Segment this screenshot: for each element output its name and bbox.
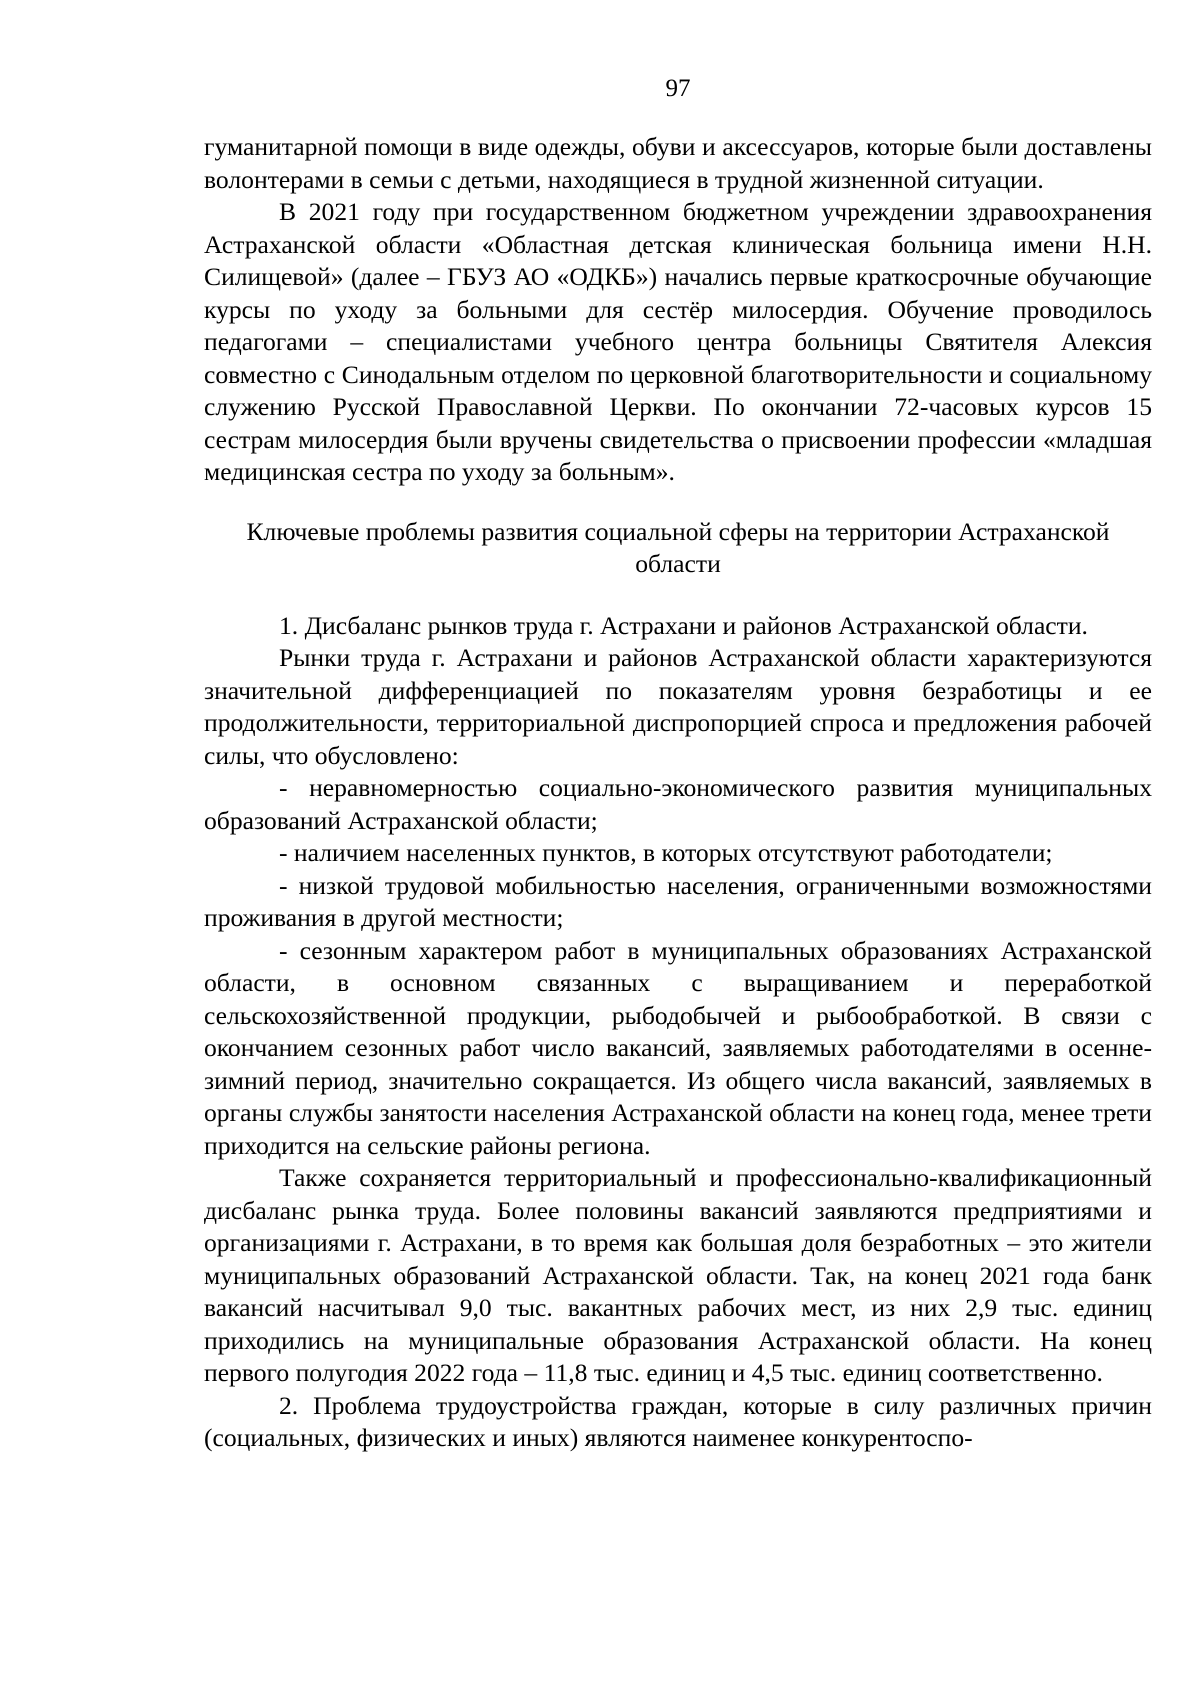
paragraph-imbalance: Также сохраняется территориальный и профессионально-квалификационный дисбаланс рынка труда. Более половины вакансий заявляются предприятиями и организациями г. Астрахани, в то время как большая доля безработных – это жители муниципальных образований Астраханской области. Так, на конец 2021 года банк вакансий насчитывал 9,0 тыс. вакантных рабочих мест, из них 2,9 тыс. единиц приходились на муниципальные образования Астраханской области. На конец первого полугодия 2022 года – 11,8 тыс. единиц и 4,5 тыс. единиц соответственно. — [204, 1163, 1152, 1387]
list-item-seasonal-work: - сезонным характером работ в муниципальных образованиях Астраханской области, в основном связанных с выращиванием и переработкой сельскохозяйственной продукции, рыбодобычей и рыбообработкой. В связи с окончанием сезонных работ число вакансий, заявляемых работодателями в осенне-зимний период, значительно сокращается. Из общего числа вакансий, заявляемых в органы службы занятости населения Астраханской области на конец года, менее трети приходится на сельские районы региона. — [204, 935, 1152, 1160]
paragraph-odkb-courses: В 2021 году при государственном бюджетном учреждении здравоохранения Астраханской области «Областная детская клиническая больница имени Н.Н. Силищевой» (далее – ГБУЗ АО «ОДКБ») начались первые краткосрочные обучающие курсы по уходу за больными для сестёр милосердия. Обучение проводилось педагогами – специалистами учебного центра больницы Святителя Алексия совместно с Синодальным отделом по церковной благотворительности и социальному служению Русской Православной Церкви. По окончании 72-часовых курсов 15 сестрам милосердия были вручены свидетельства о присвоении профессии «младшая медицинская сестра по уходу за больным». — [204, 197, 1152, 486]
problem-2-title: 2. Проблема трудоустройства граждан, которые в силу различных причин (социальных, физических и иных) являются наименее конкурентоспо- — [204, 1390, 1152, 1452]
paragraph-continued: гуманитарной помощи в виде одежды, обуви и аксессуаров, которые были доставлены волонтерами в семьи с детьми, находящиеся в трудной жизненной ситуации. — [204, 132, 1152, 194]
problem-1-title: 1. Дисбаланс рынков труда г. Астрахани и районов Астраханской области. — [279, 610, 1088, 640]
list-item-low-mobility: - низкой трудовой мобильностью населения, ограниченными возможностями проживания в другой местности; — [204, 870, 1152, 932]
paragraph-labor-markets: Рынки труда г. Астрахани и районов Астраханской области характеризуются значительной дифференциацией по показателям уровня безработицы и ее продолжительности, территориальной диспропорцией спроса и предложения рабочей силы, что обусловлено: — [204, 643, 1152, 770]
page-number: 97 — [665, 75, 691, 102]
list-item-uneven-development: - неравномерностью социально-экономического развития муниципальных образований Астраханской области; — [204, 773, 1152, 835]
document-body — [204, 131, 1152, 1455]
list-item-no-employers: - наличием населенных пунктов, в которых отсутствуют работодатели; — [279, 838, 1053, 867]
section-heading: Ключевые проблемы развития социальной сферы на территории Астраханской области — [246, 516, 1110, 578]
